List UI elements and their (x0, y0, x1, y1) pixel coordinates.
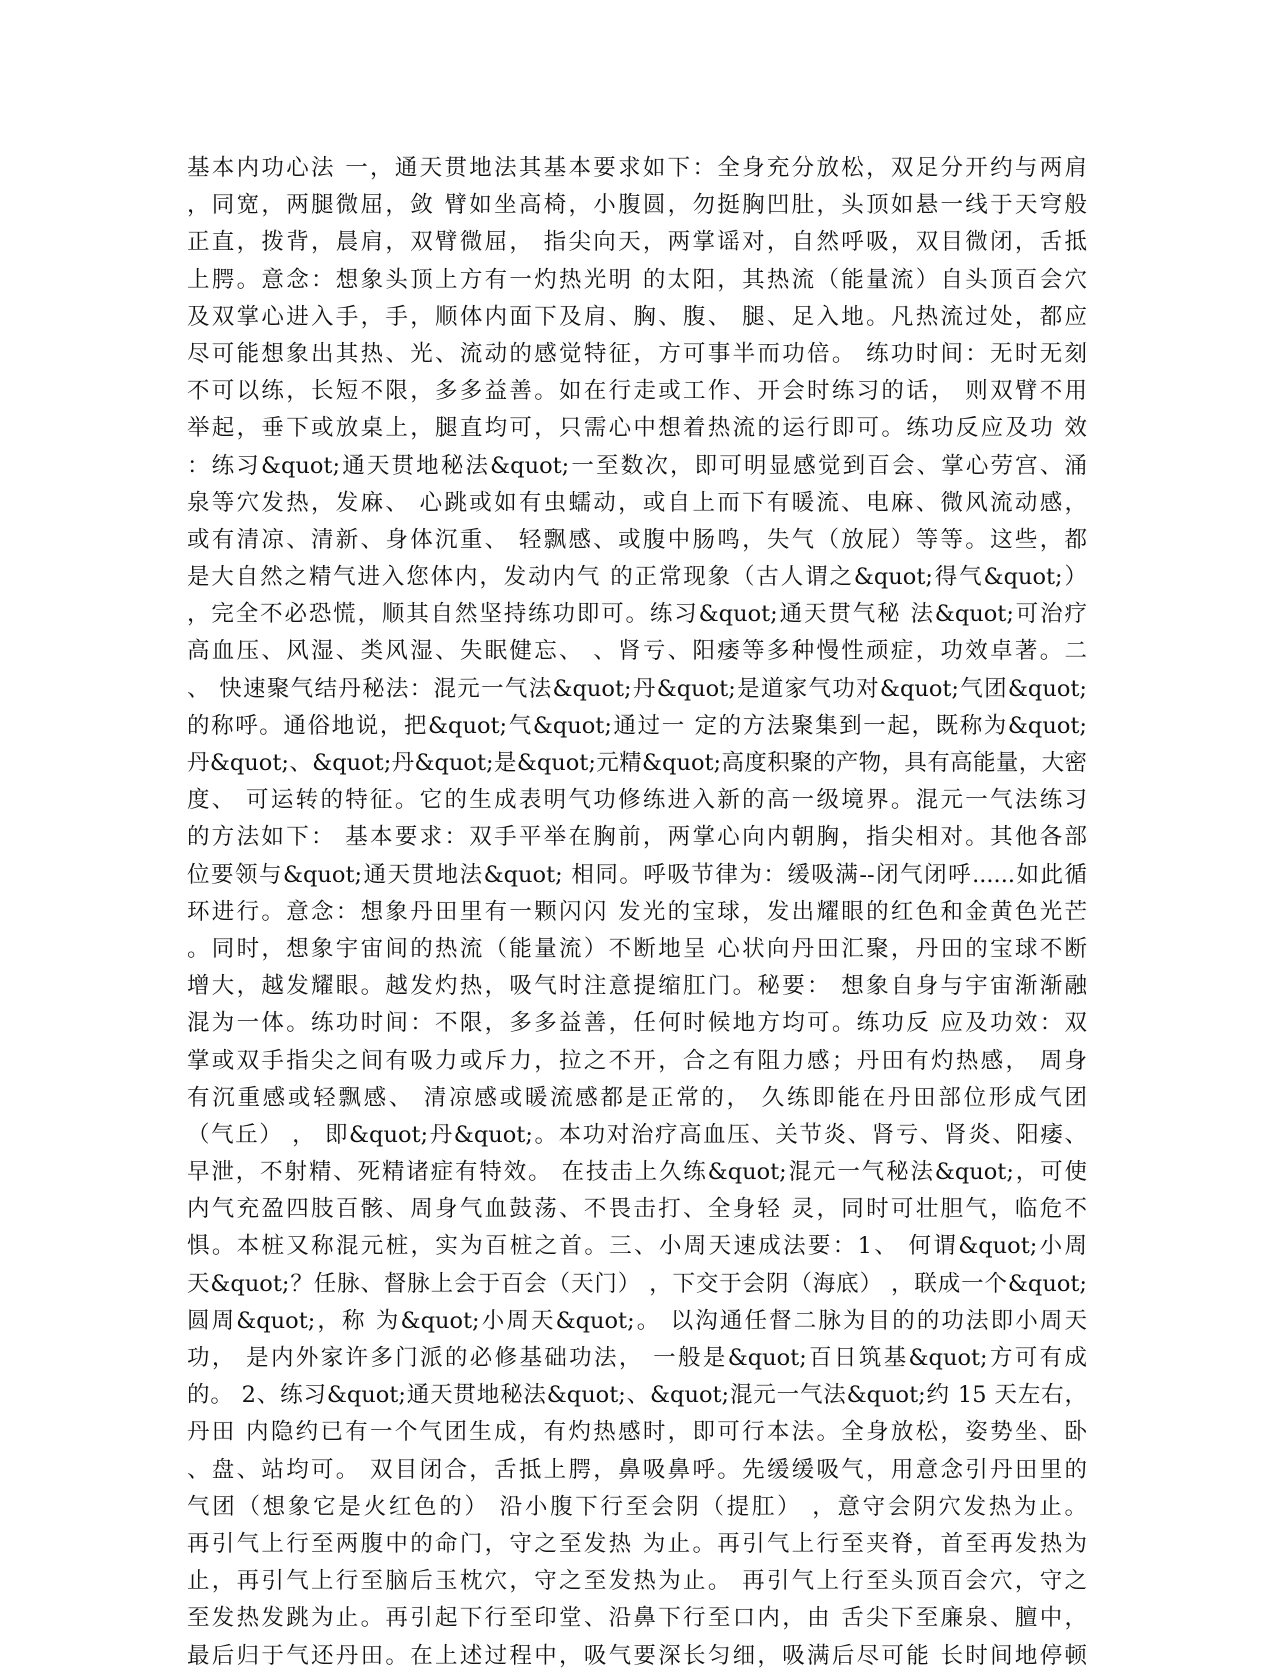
text-line: ，同宽，两腿微屈，敛 臂如坐高椅，小腹圆，勿挺胸凹肚，头顶如悬一线于天穹般 (187, 192, 1087, 219)
text-line: 基本内功心法 一，通天贯地法其基本要求如下：全身充分放松，双足分开约与两肩 (187, 155, 1087, 181)
text-line: 、 快速聚气结丹秘法：混元一气法&quot;丹&quot;是道家气功对&quot;气团&quot; (187, 675, 1087, 702)
text-line: 。同时，想象宇宙间的热流（能量流）不断地呈 心状向丹田汇聚，丹田的宝球不断 (187, 935, 1087, 962)
text-line: 位要领与&quot;通天贯地法&quot; 相同。呼吸节律为：缓吸满--闭气闭呼......如此循 (187, 861, 1087, 888)
text-line: 泉等穴发热，发麻、 心跳或如有虫蠕动，或自上而下有暖流、电麻、微风流动感， (187, 489, 1087, 516)
text-line: 举起，垂下或放桌上，腿直均可，只需心中想着热流的运行即可。练功反应及功 效 (187, 415, 1087, 442)
text-line: （气丘） ， 即&quot;丹&quot;。本功对治疗高血压、关节炎、肾亏、肾炎、阳痿、 (187, 1121, 1087, 1148)
text-line: 度、 可运转的特征。它的生成表明气功修练进入新的高一级境界。混元一气法练习 (187, 787, 1087, 814)
body-text (187, 150, 1087, 1675)
text-line: 天&quot;？任脉、督脉上会于百会（天门） ，下交于会阴（海底） ，联成一个&quot; (187, 1270, 1087, 1297)
text-line: 增大，越发耀眼。越发灼热，吸气时注意提缩肛门。秘要： 想象自身与宇宙渐渐融 (187, 973, 1087, 1000)
text-line: 气团（想象它是火红色的） 沿小腹下行至会阴（提肛） ，意守会阴穴发热为止。 (187, 1493, 1087, 1520)
text-line: 早泄，不射精、死精诸症有特效。 在技击上久练&quot;混元一气秘法&quot;，可使 (187, 1159, 1087, 1186)
text-line: 最后归于气还丹田。在上述过程中，吸气要深长匀细，吸满后尽可能 长时间地停顿 (187, 1642, 1087, 1669)
text-line: 环进行。意念：想象丹田里有一颗闪闪 发光的宝球，发出耀眼的红色和金黄色光芒 (187, 898, 1087, 925)
text-line: ：练习&quot;通天贯地秘法&quot;一至数次，即可明显感觉到百会、掌心劳宫、涌 (187, 452, 1087, 479)
text-line: 正直，拨背，晨肩，双臂微屈， 指尖向天，两掌谣对，自然呼吸，双目微闭，舌抵 (187, 229, 1087, 256)
text-line: 高血压、风湿、类风湿、失眠健忘、 、肾亏、阳痿等多种慢性顽症，功效卓著。二 (187, 638, 1087, 665)
text-line: 或有清凉、清新、身体沉重、 轻飘感、或腹中肠鸣，失气（放屁）等等。这些，都 (187, 526, 1087, 553)
text-line: 尽可能想象出其热、光、流动的感觉特征，方可事半而功倍。 练功时间：无时无刻 (187, 340, 1087, 367)
text-line: 功， 是内外家许多门派的必修基础功法， 一般是&quot;百日筑基&quot;方可有成 (187, 1345, 1087, 1371)
text-line: 掌或双手指尖之间有吸力或斥力，拉之不开，合之有阻力感；丹田有灼热感， 周身 (187, 1047, 1087, 1074)
text-line: 至发热发跳为止。再引起下行至印堂、沿鼻下行至口内，由 舌尖下至廉泉、膻中， (187, 1605, 1087, 1632)
text-line: 丹&quot;、&quot;丹&quot;是&quot;元精&quot;高度积聚的产物，具有高能量，大密 (187, 750, 1087, 776)
text-line: 是大自然之精气进入您体内，发动内气 的正常现象（古人谓之&quot;得气&quot;） (187, 564, 1087, 591)
text-line: 内气充盈四肢百骸、周身气血鼓荡、不畏击打、全身轻 灵，同时可壮胆气，临危不 (187, 1196, 1087, 1223)
text-line: 丹田 内隐约已有一个气团生成，有灼热感时，即可行本法。全身放松，姿势坐、卧 (187, 1419, 1087, 1446)
text-line: 及双掌心进入手，手，顺体内面下及肩、胸、腹、 腿、足入地。凡热流过处，都应 (187, 303, 1087, 330)
text-line: 再引气上行至两腹中的命门，守之至发热 为止。再引气上行至夹脊，首至再发热为 (187, 1530, 1087, 1557)
text-line: 不可以练，长短不限，多多益善。如在行走或工作、开会时练习的话， 则双臂不用 (187, 378, 1087, 405)
text-line: ，完全不必恐慌，顺其自然坚持练功即可。练习&quot;通天贯气秘 法&quot;可治疗 (187, 601, 1087, 628)
text-line: 的称呼。通俗地说，把&quot;气&quot;通过一 定的方法聚集到一起，既称为&quot; (187, 712, 1087, 739)
text-line: 有沉重感或轻飘感、 清凉感或暖流感都是正常的， 久练即能在丹田部位形成气团 (187, 1084, 1087, 1111)
text-line: 、盘、站均可。 双目闭合，舌抵上腭，鼻吸鼻呼。先缓缓吸气，用意念引丹田里的 (187, 1456, 1087, 1483)
text-line: 的。 2、练习&quot;通天贯地秘法&quot;、&quot;混元一气法&quot;约 15 天左右， (187, 1382, 1087, 1409)
text-line: 混为一体。练功时间：不限，多多益善，任何时候地方均可。练功反 应及功效：双 (187, 1010, 1087, 1037)
text-line: 上腭。意念：想象头顶上方有一灼热光明 的太阳，其热流（能量流）自头顶百会穴 (187, 266, 1087, 293)
text-line: 圆周&quot;，称 为&quot;小周天&quot;。 以沟通任督二脉为目的的功法即小周天 (187, 1307, 1087, 1334)
text-line: 的方法如下： 基本要求：双手平举在胸前，两掌心向内朝胸，指尖相对。其他各部 (187, 824, 1087, 851)
text-line: 惧。本桩又称混元桩，实为百桩之首。三、小周天速成法要：1、 何谓&quot;小周 (187, 1233, 1087, 1260)
text-line: 止，再引气上行至脑后玉枕穴，守之至发热为止。 再引气上行至头顶百会穴，守之 (187, 1568, 1087, 1595)
